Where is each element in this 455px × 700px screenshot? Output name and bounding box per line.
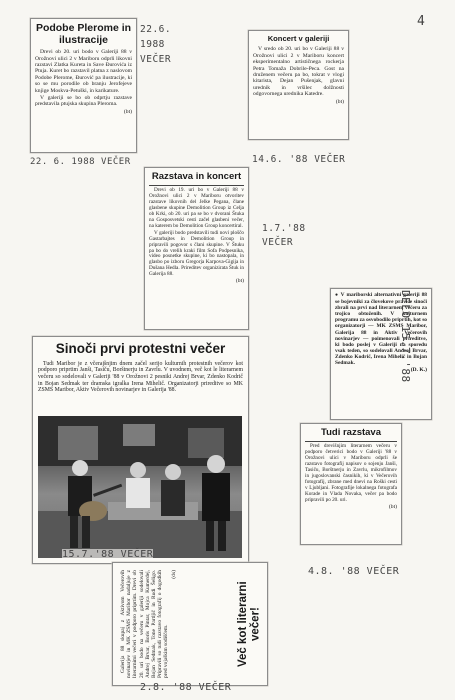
handwritten-date: 1.7.'88 VEČER (262, 223, 306, 248)
clip-vec-kot-literarni-vecer (112, 562, 268, 686)
clip-signature: (bt) (335, 98, 344, 105)
clip-paragraph: V galeriji bodo predstavili tudi novi ploščo Gastarbajtes in Demolition Group in pripravili pogovor s člani skupine. V Štuku pa bo do vrelih kraki film Sofa Podpesnika, video posnetke skupine, ki bo nastopala, in glasbo po izboru Gregorja Karpova-Gigija in Dušana Hedla. Prireditev organizirata Štuk in Galerija 88. (149, 229, 244, 278)
handwritten-date: 4.8. '88 VEČER (308, 566, 400, 577)
event-photograph (38, 416, 242, 558)
page-number: 4 (417, 14, 426, 29)
clip-headline: Razstava in koncert (151, 171, 242, 182)
clip-signature: (bt) (388, 503, 397, 510)
clip-body (253, 46, 344, 105)
clip-body (335, 292, 427, 373)
handwritten-date: 14.6. '88 VEČER (252, 154, 346, 165)
clip-headline: Več kot literarni večer! (237, 581, 262, 667)
divider (305, 441, 397, 442)
clip-body (35, 49, 132, 115)
clip-tudi-razstava (300, 423, 402, 545)
clip-paragraph: ● V mariborski alternativni galeriji 88 se bojevniki za človekove pravice sinoči zbrali na prvi nad literarnem večeru za trojico obtoženih. V kulturnem programu za osvobodilo priprtih, kot so organizatorji — MK ZSMS Maribor, Galerija 88 in Aktiv Večerovih novinarjev — poimenovali prireditve, ki bodo poslej v Galeriji na sporedu vsak teden, so sodelovali Andrej Brvar, Zdenko Kodrič, Irena Mihelič in Bojan Sedmak. (335, 292, 427, 366)
clip-paragraph: Drevi ob 20. uri bodo v Galeriji 88 v Orožnovi ulici 2 v Mariboru odprli likovni razstavi Zlatka Kureta in Save Đurovića iz Ptuja. Kuret bo razstavil platna z naslovom Podobe Plerome, Đurović pa ilustracije, ki so se mu porodile ob branju Jerofejeve knjige Moskva-Petuški, in karikature. (35, 49, 132, 94)
clip-headline: Podobe Plerome in ilustracije (35, 22, 132, 46)
handwritten-date-side: 22.6. 1988 VEČER (140, 24, 172, 65)
clip-signature: (D. K.) (410, 367, 427, 374)
clip-paragraph: V sredo ob 20. uri bo v Galeriji 88 v Orožnovi ulici 2 v Mariboru koncert eksperimentalno artističnega rockerja Petra Tomaža Dobrile-Peca. Gost na druženem večeru pa bo, tokrat v vlogi kitarista, Dejan Pušenjak, glavni urednik in vršilec dolžnosti odgovornega urednika Katedre. (253, 46, 344, 98)
handwritten-date: 22. 6. 1988 VEČER (30, 157, 131, 167)
clip-headline: Koncert v galeriji (267, 34, 330, 43)
clip-body (305, 444, 397, 510)
clip-paragraph: Tudi Maribor je z včerajšnjim dnem začel serijo kulturnih protestnih večerov kot podporo priprtim Janši, Tasiču, Borštnerju in Zavrlu. V uvodnem, več kot le literarnem večeru so sodelovali v Galeriji '88 v Orožnovi 2 pesniki Andrej Brvar, Zdenko Kodrič in Bojan Sedmak ter dramska igralka Irena Mihelič. Organizatorji prireditve so MK ZSMS Maribor, Aktiv Večerovih novinarjev in Galerija '88. (38, 360, 243, 394)
clip-headline: Tudi razstava (320, 427, 381, 438)
handwritten-date: 2.8. '88 VEČER (140, 682, 232, 693)
clip-paragraph: V galeriji se bo ob odprtju razstave predstavila ptujska skupina Pleroma. (35, 94, 132, 108)
clip-body (38, 361, 243, 394)
divider (149, 185, 244, 186)
clip-protest-delo (330, 288, 432, 420)
clip-razstava-in-koncert (144, 167, 249, 330)
handwritten-date: 15.7.'88 VEČER (62, 549, 154, 560)
clip-headline: Sinoči prvi protestni večer (55, 341, 226, 356)
clip-paragraph: Pred drevišnjim literarnem večeru v podporo četverici bodo v Galeriji '88 v Orožnovi ulici v Mariboru odprli še razstavo fotografij napisov o sojenju Janši, Tasiču, Borštnerju in Zavrlu, mikrofilmov in jugoslovanski časnikih, ki v Večerovih fotografij, zbrane med dnevi na Roški cesti v Ljubljani. Fotografije lokalnega fotografa Korade in Vlada Novaka, večer pa bodo pripravili po 20. uri. (305, 443, 397, 503)
clip-podobe-plerome (30, 18, 137, 153)
clip-signature: (bt) (235, 278, 244, 285)
clip-paragraph: Drevi ob 19. uri bo v Galeriji 88 v Orožnovi ulici 2 v Mariboru otvoritev razstave likovnih del Jelke Pegana, člane glasbene skupine Demolition Group iz Celja ob Krki, ob 20. uri pa se bo v dvorani Štuka na Gosposvetski cesti začel glasbeni večer, na katerem bo Demolition Group koncertiral. (149, 187, 244, 229)
clip-signature: (ds) (170, 570, 177, 579)
clip-signature: (bt) (123, 108, 132, 115)
clip-paragraph: Galerija 88 skupaj z Aktivom Večerovih novinarjev in MK ZSMS Maribor nadaljuje z literarnimi večeri v podporo priprtim. Drevi ob 20. uri bodo na večeru v galeriji sodelovali Andrej Brvar, Boris Pintar, Mojca Kumerdej, Bojan Sedmak, Tone Partljič in Rudi Šeligo. Pripravili so tudi razstavo fotografij o dogodkih pred vojaškim sodiščem. (120, 570, 170, 678)
photo-scene (38, 416, 242, 558)
handwritten-date-vertical: DELO 15.7.'88 (399, 290, 412, 383)
clip-koncert-v-galeriji (248, 30, 349, 140)
clip-body (149, 188, 244, 285)
